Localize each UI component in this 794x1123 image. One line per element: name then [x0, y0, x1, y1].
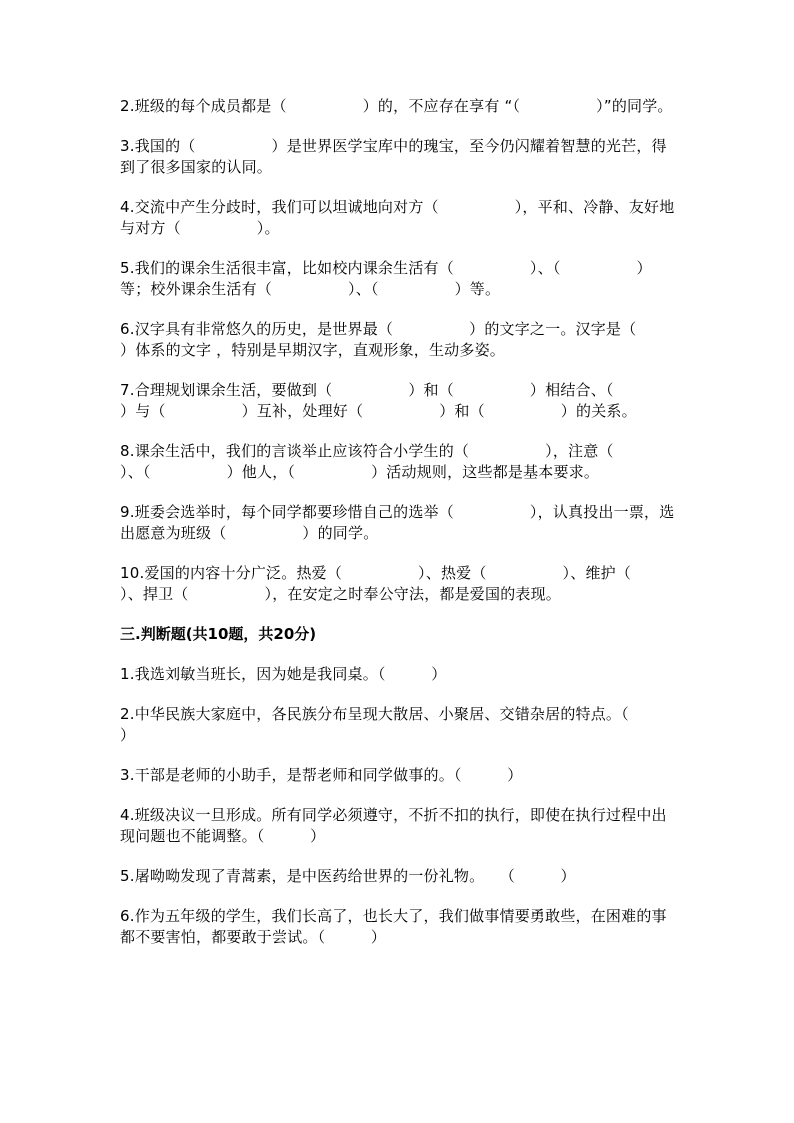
fill-question-6: 6.汉字具有非常悠久的历史，是世界最（ ）的文字之一。汉字是（ ）体系的文字 ，特别是早期汉字，直观形象，生动多姿。	[120, 320, 713, 359]
judge-question-5: 5.屠呦呦发现了青蒿素，是中医药给世界的一份礼物。 （ ）	[120, 867, 576, 885]
judge-question-2: 2.中华民族大家庭中，各民族分布呈现大散居、小聚居、交错杂居的特点。（ ）	[120, 705, 675, 744]
judge-question-6: 6.作为五年级的学生，我们长高了，也长大了，我们做事情要勇敢些，在困难的事都不要害怕，都要敢于尝试。（ ）	[120, 907, 667, 946]
fill-question-7: 7.合理规划课余生活，要做到（ ）和（ ）相结合、（ ）与（ ）互补，处理好（ ）和（ ）的关系。	[120, 381, 690, 420]
fill-question-4: 4.交流中产生分歧时，我们可以坦诚地向对方（ ），平和、冷静、友好地与对方（ ）。	[120, 198, 675, 237]
fill-question-10: 10.爱国的内容十分广泛。热爱（ ）、热爱（ ）、维护（ ）、捍卫（ ），在安定之时奉公守法，都是爱国的表现。	[120, 564, 708, 603]
fill-question-8: 8.课余生活中，我们的言谈举止应该符合小学生的（ ），注意（ ）、（ ）他人，（ ）活动规则，这些都是基本要求。	[120, 442, 690, 481]
judge-question-3: 3.干部是老师的小助手，是帮老师和同学做事的。（ ）	[120, 766, 523, 784]
judge-question-1: 1.我选刘敏当班长，因为她是我同桌。（ ）	[120, 665, 447, 683]
judge-question-4: 4.班级决议一旦形成。所有同学必须遵守，不折不扣的执行，即使在执行过程中出现问题也不能调整。（ ）	[120, 806, 667, 845]
fill-question-2: 2.班级的每个成员都是（ ）的，不应存在享有 “（ ）”的同学。	[120, 97, 673, 115]
fill-question-5: 5.我们的课余生活很丰富，比如校内课余生活有（ ）、（ ）等；校外课余生活有（ ）、（ ）等。	[120, 259, 652, 298]
section-title-judgement: 三.判断题(共10题，共20分)	[120, 625, 317, 643]
fill-question-3: 3.我国的（ ）是世界医学宝库中的瑰宝，至今仍闪耀着智慧的光芒，得到了很多国家的认同。	[120, 137, 667, 176]
fill-question-9: 9.班委会选举时，每个同学都要珍惜自己的选举（ ），认真投出一票，选出愿意为班级（ ）的同学。	[120, 503, 675, 542]
document-page	[120, 96, 713, 967]
